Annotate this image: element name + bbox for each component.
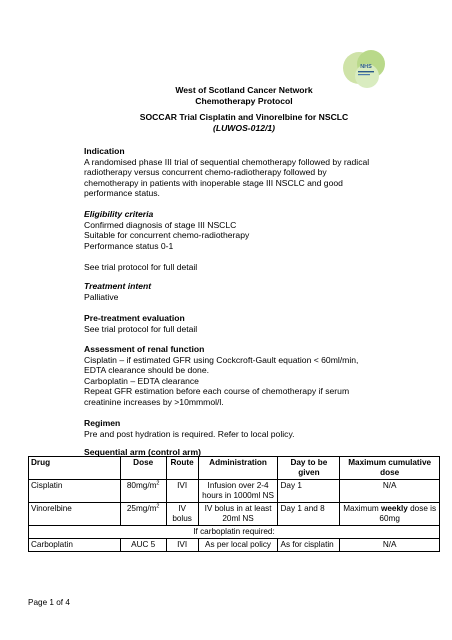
indication-section — [84, 146, 414, 199]
protocol-type: Chemotherapy Protocol — [195, 96, 293, 106]
nhs-logo-text: NHS — [360, 64, 372, 70]
table-row — [29, 539, 440, 552]
arm-title: Sequential arm (control arm) — [84, 447, 201, 457]
eligibility-line: Confirmed diagnosis of stage III NSCLC — [84, 219, 237, 230]
cell-route: IVI — [166, 539, 198, 552]
renal-line: creatinine increases by >10mmmol/l. — [84, 396, 224, 407]
renal-line: EDTA clearance should be done. — [84, 365, 210, 376]
cell-drug: Cisplatin — [29, 480, 121, 503]
eligibility-line: Suitable for concurrent chemo-radiotherapy — [84, 230, 250, 241]
renal-section — [84, 344, 414, 408]
table-span-row — [29, 526, 440, 539]
protocol-title: SOCCAR Trial Cisplatin and Vinorelbine for NSCLC — [139, 112, 349, 122]
eligibility-heading: Eligibility criteria — [84, 209, 154, 219]
regimen-section — [84, 418, 414, 439]
regimen-heading: Regimen — [84, 418, 121, 428]
cell-dose: $80mg/m^2$ — [120, 480, 166, 503]
table-header-row — [29, 457, 440, 480]
document-header — [84, 85, 404, 107]
protocol-title-block — [84, 112, 404, 134]
cell-route: IV bolus — [166, 503, 198, 526]
col-header-drug: Drug — [29, 457, 121, 480]
cell-route: IVI — [166, 480, 198, 503]
pretreatment-section — [84, 313, 414, 334]
intent-section — [84, 281, 414, 302]
renal-heading: Assessment of renal function — [84, 344, 205, 354]
indication-line: chemotherapy in patients with inoperable stage III NSCLC and good — [84, 177, 343, 188]
cell-admin: Infusion over 2-4 hours in 1000ml NS — [198, 480, 278, 503]
cell-drug: Carboplatin — [29, 539, 121, 552]
col-header-day: Day to be given — [278, 457, 340, 480]
intent-heading: Treatment intent — [84, 281, 152, 291]
cell-dose: AUC 5 — [120, 539, 166, 552]
page-number: Page 1 of 4 — [28, 598, 70, 607]
indication-line: performance status. — [84, 188, 160, 199]
renal-line: Cisplatin – if estimated GFR using Cockcroft-Gault equation < 60ml/min, — [84, 354, 359, 365]
eligibility-note: See trial protocol for full detail — [84, 261, 198, 272]
cell-max-dose: N/A — [340, 539, 440, 552]
renal-line: Repeat GFR estimation before each course of chemotherapy if serum — [84, 386, 350, 397]
indication-heading: Indication — [84, 146, 125, 156]
cell-day: Day 1 and 8 — [278, 503, 340, 526]
table-row — [29, 503, 440, 526]
cell-drug: Vinorelbine — [29, 503, 121, 526]
col-header-dose: Dose — [120, 457, 166, 480]
intent-text: Palliative — [84, 291, 119, 302]
renal-line: Carboplatin – EDTA clearance — [84, 375, 199, 386]
cell-dose: $25mg/m^2$ — [120, 503, 166, 526]
cell-max-dose: N/A — [340, 480, 440, 503]
indication-line: radiotherapy versus concurrent chemo-radiotherapy followed by — [84, 167, 327, 178]
col-header-route: Route — [166, 457, 198, 480]
cell-day: As for cisplatin — [278, 539, 340, 552]
cell-admin: IV bolus in at least 20ml NS — [198, 503, 278, 526]
eligibility-line: Performance status 0-1 — [84, 240, 174, 251]
col-header-max-dose: Maximum cumulative dose — [340, 457, 440, 480]
cell-day: Day 1 — [278, 480, 340, 503]
pretreatment-text: See trial protocol for full detail — [84, 323, 198, 334]
eligibility-section — [84, 209, 414, 273]
cell-max-dose: Maximum weekly dose is 60mg — [340, 503, 440, 526]
protocol-code: (LUWOS-012/1) — [212, 123, 276, 133]
col-header-administration: Administration — [198, 457, 278, 480]
network-name: West of Scotland Cancer Network — [175, 85, 313, 95]
carboplatin-note: If carboplatin required: — [29, 526, 440, 539]
pretreatment-heading: Pre-treatment evaluation — [84, 313, 185, 323]
table-row — [29, 480, 440, 503]
regimen-text: Pre and post hydration is required. Refer to local policy. — [84, 428, 295, 439]
cell-admin: As per local policy — [198, 539, 278, 552]
indication-line: A randomised phase III trial of sequential chemotherapy followed by radical — [84, 156, 370, 167]
regimen-table — [28, 456, 440, 552]
